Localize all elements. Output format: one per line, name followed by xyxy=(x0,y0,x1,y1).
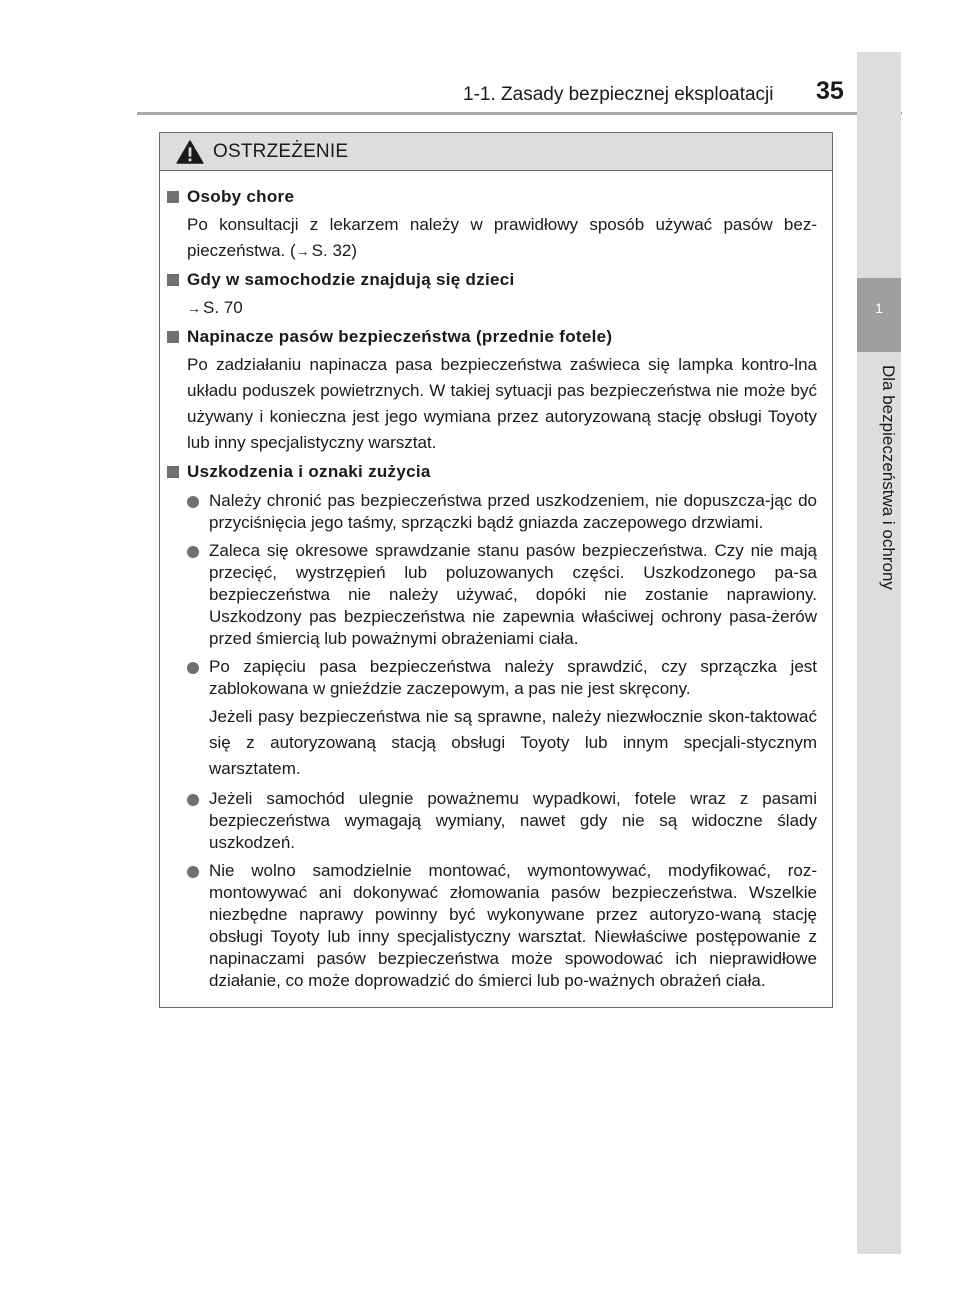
section-heading-text: Gdy w samochodzie znajdują się dzieci xyxy=(187,270,515,289)
round-bullet-icon xyxy=(187,662,199,674)
round-bullet-icon xyxy=(187,866,199,878)
section-heading-text: Osoby chore xyxy=(187,187,295,206)
warning-body xyxy=(160,171,832,992)
section-paragraph: Po zadziałaniu napinacza pasa bezpieczeństwa zaświeca się lampka kontro-lna układu poduszek powietrznych. W takiej sytuacji pas bezpieczeństwa nie może być używany i konieczna jest jego wymiana przez autoryzowaną stację obsługi Toyoty lub inny specjalistyczny warsztat. xyxy=(187,355,817,452)
arrow-right-icon: → xyxy=(295,243,310,259)
section-heading xyxy=(167,268,817,292)
list-item-text: Należy chronić pas bezpieczeństwa przed uszkodzeniem, nie dopuszcza-jąc do przyciśnięcia jego taśmy, sprzączki bądź gniazda zaczepowego drzwiami. xyxy=(209,491,817,532)
section-title: 1-1. Zasady bezpiecznej eksploatacji xyxy=(463,84,774,105)
warning-title: OSTRZEŻENIE xyxy=(213,140,349,162)
list-item xyxy=(187,788,817,854)
list-item-text: Zaleca się okresowe sprawdzanie stanu pasów bezpieczeństwa. Czy nie mają przecięć, wystrzępień lub poluzowanych części. Uszkodzonego pa-sa bezpieczeństwa nie należy używać, dopóki nie zostanie naprawiony. Uszkodzony pas bezpieczeństwa nie zapewnia właściwej ochrony pasa-żerów przed śmiercią lub poważnymi obrażeniami ciała. xyxy=(209,541,817,648)
section-heading-text: Napinacze pasów bezpieczeństwa (przednie fotele) xyxy=(187,327,613,346)
list-item xyxy=(187,540,817,650)
square-bullet-icon xyxy=(167,331,179,343)
list-item xyxy=(187,490,817,534)
warning-box xyxy=(159,132,833,1008)
list-item xyxy=(187,860,817,992)
section-paragraph xyxy=(187,295,817,321)
chapter-number: 1 xyxy=(875,300,883,316)
list-item-text: Jeżeli samochód ulegnie poważnemu wypadkowi, fotele wraz z pasami bezpieczeństwa wymagają wymiany, nawet gdy nie są widoczne ślady uszkodzeń. xyxy=(209,789,817,852)
list-item-text: Po zapięciu pasa bezpieczeństwa należy sprawdzić, czy sprzączka jest zablokowana w gnieździe zaczepowym, a pas nie jest skręcony. xyxy=(209,657,817,698)
paragraph-text-end: ) xyxy=(351,241,358,260)
section-heading xyxy=(167,325,817,349)
warning-header xyxy=(160,133,832,171)
warning-triangle-icon xyxy=(175,140,205,164)
round-bullet-icon xyxy=(187,546,199,558)
list-item-content xyxy=(209,490,817,534)
square-bullet-icon xyxy=(167,274,179,286)
chapter-title: Dla bezpieczeństwa i ochrony xyxy=(879,365,898,590)
section-heading xyxy=(167,460,817,484)
list-item-extra-text: Jeżeli pasy bezpieczeństwa nie są sprawne, należy niezwłocznie skon-taktować się z autoryzowaną stacją obsługi Toyoty lub innym specjali-stycznym warsztatem. xyxy=(209,707,817,778)
round-bullet-icon xyxy=(187,794,199,806)
round-bullet-icon xyxy=(187,496,199,508)
page-reference-link[interactable]: S. 32 xyxy=(311,241,352,260)
section-paragraph xyxy=(187,212,817,264)
section-heading-text: Uszkodzenia i oznaki zużycia xyxy=(187,462,431,481)
arrow-right-icon: → xyxy=(187,300,201,316)
list-item-content xyxy=(209,788,817,854)
list-item-text: Nie wolno samodzielnie montować, wymontowywać, modyfikować, roz-montowywać ani dokonywać złomowania pasów bezpieczeństwa. Wszelkie niezbędne naprawy powinny być wykonywane przez autoryzo-waną stację obsługi Toyoty lub inny specjalistyczny warsztat. Niewłaściwe postępowanie z napinaczami pasów bezpieczeństwa może spowodować ich nieprawidłowe działanie, co może doprowadzić do śmierci lub po-ważnych obrażeń ciała. xyxy=(209,861,817,990)
section-heading xyxy=(167,185,817,209)
page-reference-link[interactable]: S. 70 xyxy=(203,298,243,317)
list-item-content xyxy=(209,860,817,992)
paragraph-text: Po konsultacji z lekarzem należy w prawidłowy sposób używać pasów bez-pieczeństwa. ( xyxy=(187,215,817,260)
square-bullet-icon xyxy=(167,466,179,478)
list-item-content xyxy=(209,656,817,782)
page-number: 35 xyxy=(816,77,844,105)
square-bullet-icon xyxy=(167,191,179,203)
list-item-content xyxy=(209,540,817,650)
list-item xyxy=(187,656,817,782)
header-divider xyxy=(137,112,902,115)
chapter-side-tab xyxy=(857,52,901,1254)
